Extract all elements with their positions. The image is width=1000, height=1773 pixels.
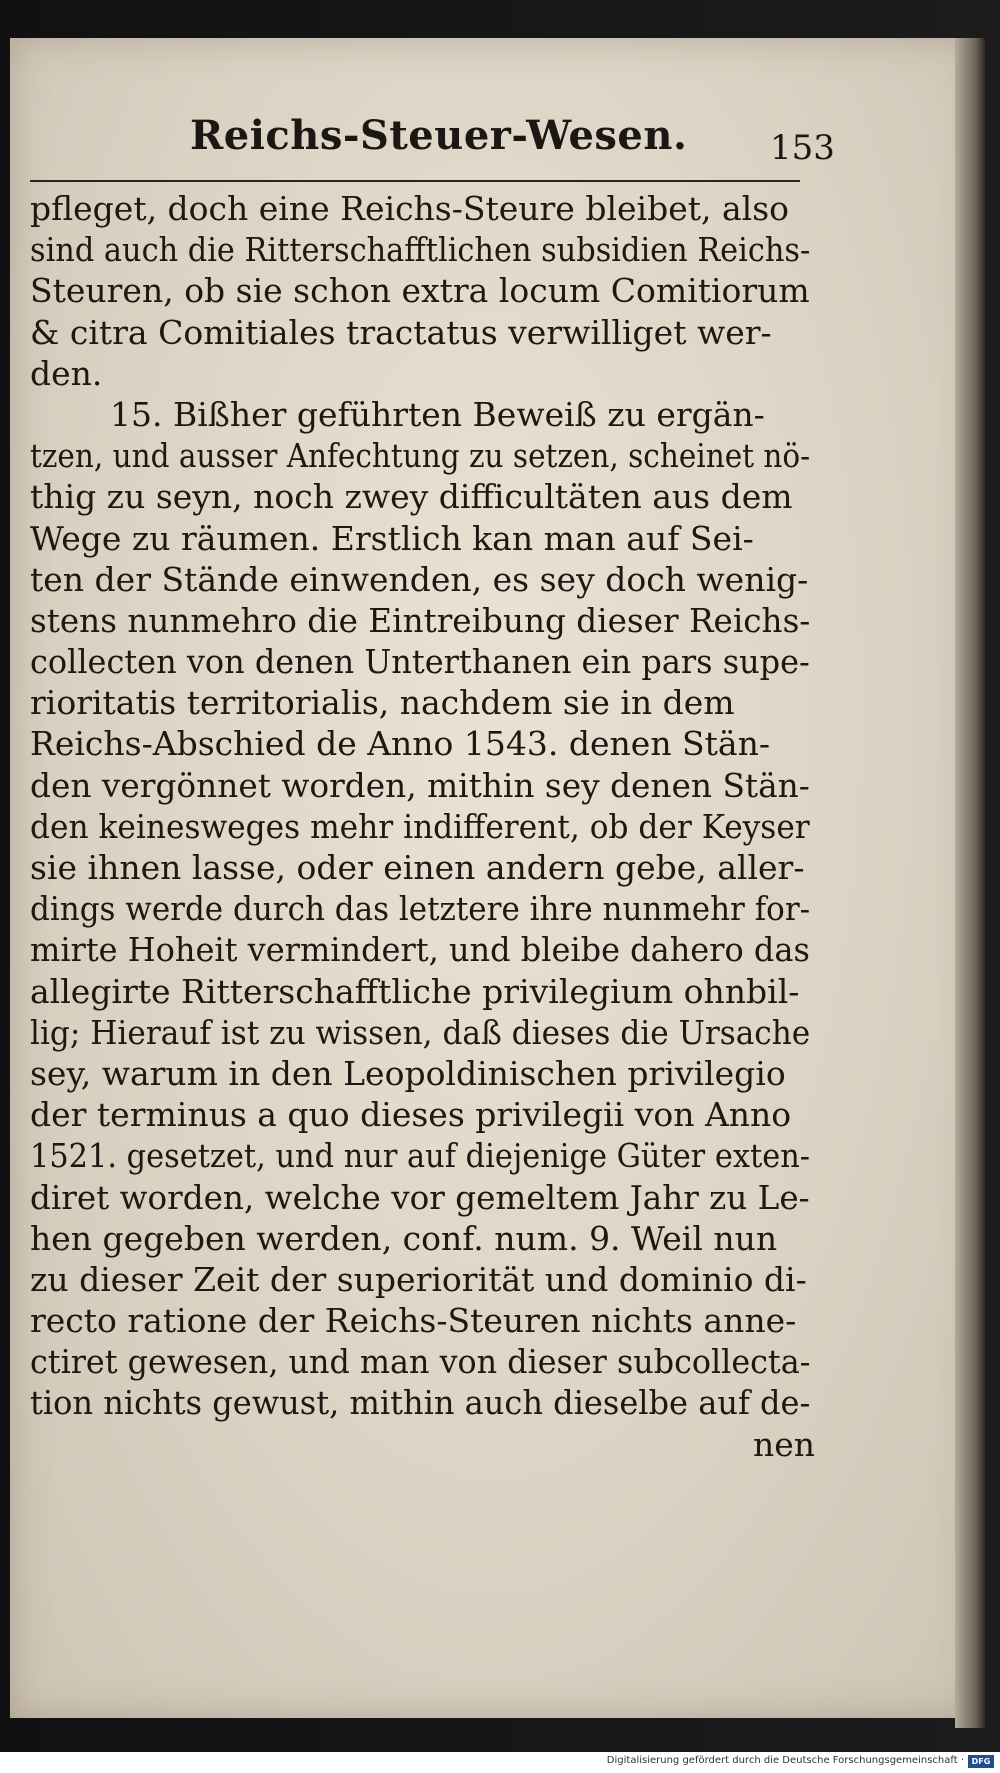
text-line: lig; Hierauf ist zu wissen, daß dieses die Ursache: [30, 1012, 811, 1052]
text-line: 1521. gesetzet, und nur auf diejenige Güter exten-: [30, 1136, 811, 1176]
text-line: zu dieser Zeit der superiorität und dominio di-: [30, 1259, 807, 1299]
text-line: tion nichts gewust, mithin auch dieselbe auf de-: [30, 1383, 811, 1423]
page-edge-shadow: [955, 38, 985, 1728]
header-rule: [30, 180, 800, 182]
text-line: thig zu seyn, noch zwey difficultäten aus dem: [30, 477, 793, 517]
text-line: recto ratione der Reichs-Steuren nichts anne-: [30, 1301, 797, 1341]
text-line: mirte Hoheit vermindert, und bleibe dahero das: [30, 930, 810, 970]
text-line: den vergönnet worden, mithin sey denen Stän-: [30, 765, 810, 805]
text-line: pfleget, doch eine Reichs-Steure bleibet, also: [30, 189, 790, 228]
text-line: hen gegeben werden, conf. num. 9. Weil nun: [30, 1218, 778, 1258]
funding-credit: Digitalisierung gefördert durch die Deutsche Forschungsgemeinschaft ·: [606, 1755, 964, 1766]
text-line: der terminus a quo dieses privilegii von Anno: [30, 1095, 792, 1135]
text-line: allegirte Ritterschafftliche privilegium ohnbil-: [30, 971, 800, 1011]
text-line: stens nunmehro die Eintreibung dieser Reichs-: [30, 600, 811, 640]
text-line: Reichs-Abschied de Anno 1543. denen Stän-: [30, 724, 771, 764]
text-line: dings werde durch das letztere ihre nunmehr for-: [30, 889, 811, 929]
text-line: sey, warum in den Leopoldinischen privilegio: [30, 1053, 786, 1093]
body-text: [30, 188, 820, 1465]
dfg-logo: DFG: [968, 1755, 994, 1768]
text-line: ten der Stände einwenden, es sey doch wenig-: [30, 559, 809, 599]
text-line: Wege zu räumen. Erstlich kan man auf Sei-: [30, 518, 754, 558]
text-line: collecten von denen Unterthanen ein pars supe-: [30, 642, 810, 682]
page-number: 153: [770, 128, 835, 168]
text-line: Steuren, ob sie schon extra locum Comitiorum: [30, 271, 810, 311]
paragraph-start-line: 15. Bißher geführten Beweiß zu ergän-: [110, 394, 765, 434]
text-line: sind auch die Ritterschafftlichen subsidien Reichs-: [30, 230, 811, 270]
text-line: tzen, und ausser Anfechtung zu setzen, scheinet nö-: [30, 436, 811, 476]
text-line: den keinesweges mehr indifferent, ob der Keyser: [30, 806, 810, 846]
text-line: & citra Comitiales tractatus verwilliget wer-: [30, 312, 772, 352]
page-header: [160, 100, 835, 170]
text-line: ctiret gewesen, und man von dieser subcollecta-: [30, 1342, 811, 1382]
text-line: den.: [30, 353, 103, 393]
running-title: Reichs-Steuer-Wesen.: [190, 112, 688, 159]
text-line: rioritatis territorialis, nachdem sie in dem: [30, 683, 735, 723]
catchword: nen: [752, 1424, 815, 1464]
text-line: sie ihnen lasse, oder einen andern gebe, aller-: [30, 848, 805, 887]
text-line: diret worden, welche vor gemeltem Jahr zu Le-: [30, 1177, 810, 1217]
